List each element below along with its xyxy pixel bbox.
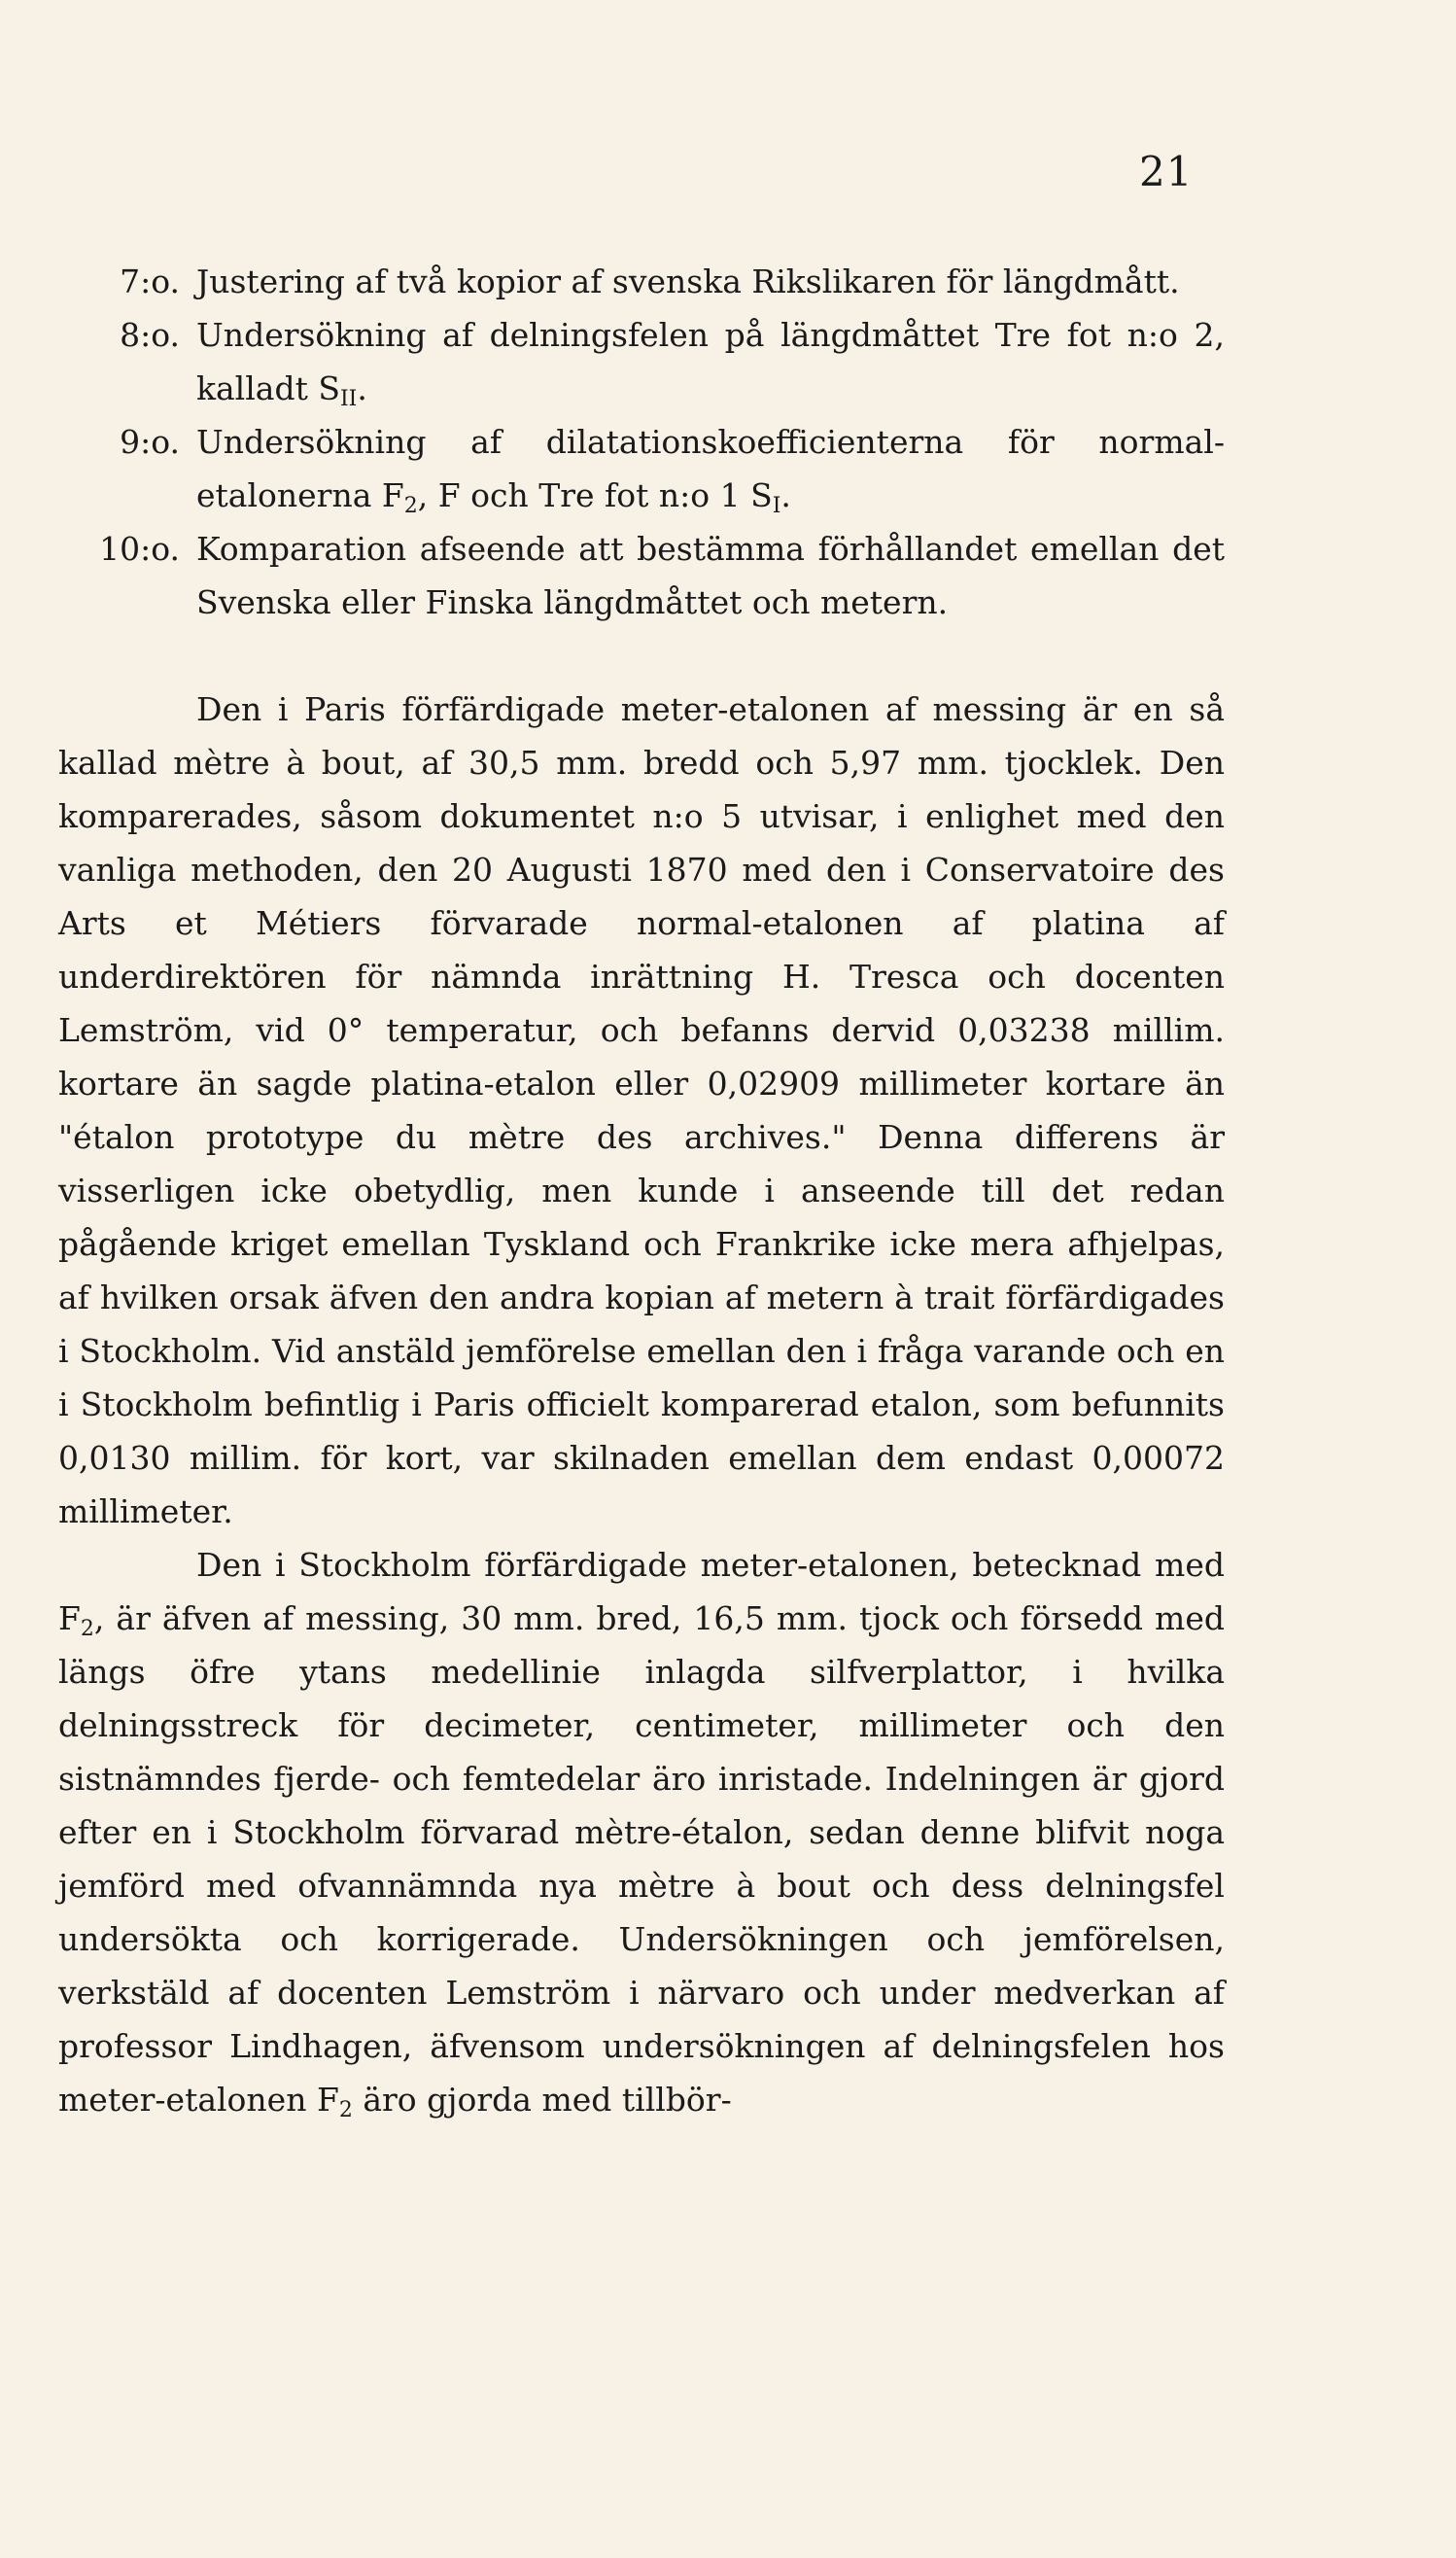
list-item-number: 7:o. — [120, 263, 180, 300]
list-item — [58, 522, 1225, 629]
paragraph: Den i Paris förfärdigade meter-etalonen af messing är en så kallad mètre à bout, af 30,5 mm. bredd och 5,97 mm. tjocklek. Den komparerades, såsom dokumentet n:o 5 utvisar, i enlighet med den vanliga methoden, den 20 Augusti 1870 med den i Conservatoire des Arts et Métiers förvarade normal-etalonen af platina af underdirektören för nämnda inrättning H. Tresca och docenten Lemström, vid 0° temperatur, och befanns dervid 0,03238 millim. kortare än sagde platina-etalon eller 0,02909 millimeter kortare än "étalon prototype du mètre des archives." Denna differens är visserligen icke obetydlig, men kunde i anseende till det redan pågående kriget emellan Tyskland och Frankrike icke mera afhjelpas, af hvilken orsak äfven den andra kopian af metern à trait förfärdigades i Stockholm. Vid anstäld jemförelse emellan den i fråga varande och en i Stockholm befintlig i Paris officielt komparerad etalon, som befunnits 0,0130 millim. för kort, var skilnaden emellan dem endast 0,00072 millimeter. — [58, 690, 1225, 1530]
list-item-number: 9:o. — [120, 423, 180, 461]
list-item-number: 10:o. — [99, 530, 180, 568]
paragraph-text: Den i Stockholm förfärdigade meter-etalonen, betecknad med F — [58, 1546, 1225, 1637]
subscript: II — [339, 387, 358, 411]
list-item-text: , F och Tre fot n:o 1 S — [417, 476, 773, 514]
numbered-list — [58, 255, 1225, 629]
list-item-text: Undersökning af delningsfelen på längdmåttet Tre fot n:o 2, kalladt S — [196, 316, 1225, 407]
list-item-text: Komparation afseende att bestämma förhållandet emellan det Svenska eller Finska längdmåttet och metern. — [196, 530, 1225, 621]
list-item-suffix: . — [357, 369, 367, 407]
paragraph — [58, 1538, 1225, 2126]
paragraph-text: äro gjorda med tillbör- — [352, 2081, 732, 2119]
list-item-text: Justering af två kopior af svenska Rikslikaren för längdmått. — [196, 263, 1180, 300]
paragraph-text: , är äfven af messing, 30 mm. bred, 16,5 mm. tjock och försedd med längs öfre ytans medellinie inlagda silfverplattor, i hvilka delningsstreck för decimeter, centimeter, millimeter och den sistnämndes fjerde- och femtedelar äro inristade. Indelningen är gjord efter en i Stockholm förvarad mètre-étalon, sedan denne blifvit noga jemförd med ofvannämnda nya mètre à bout och dess delningsfel undersökta och korrigerade. Undersökningen och jemförelsen, verkstäld af docenten Lemström i närvaro och under medverkan af professor Lindhagen, äfvensom undersökningen af delningsfelen hos meter-etalonen F — [58, 1599, 1225, 2119]
subscript: 2 — [403, 494, 418, 518]
body-text — [58, 683, 1225, 2126]
list-item-text: Undersökning af dilatationskoefficienterna för normal-etalonerna F — [196, 423, 1225, 514]
subscript: 2 — [80, 1617, 94, 1641]
list-item-number: 8:o. — [120, 316, 180, 354]
subscript: 2 — [338, 2098, 353, 2122]
list-item — [58, 415, 1225, 522]
page-number: 21 — [1139, 148, 1194, 195]
list-item-suffix: . — [780, 476, 791, 514]
list-item — [58, 255, 1225, 308]
list-item — [58, 308, 1225, 415]
subscript: I — [772, 494, 781, 518]
